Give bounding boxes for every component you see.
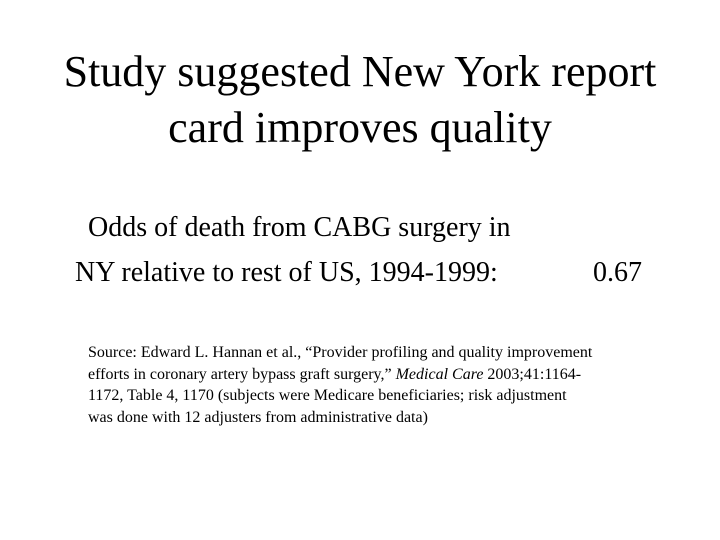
slide-title-line-1: Study suggested New York report — [63, 47, 657, 96]
source-citation-text: efforts in coronary artery bypass graft surgery,” — [88, 365, 396, 383]
journal-title: Medical Care — [395, 365, 484, 383]
source-citation-line-4: was done with 12 adjusters from administrative data) — [88, 408, 428, 426]
odds-statement-line-1: Odds of death from CABG surgery in — [88, 212, 511, 243]
slide-title-line-2: card improves quality — [168, 103, 552, 152]
odds-ratio-value: 0.67 — [593, 257, 642, 288]
source-citation-line-1: Source: Edward L. Hannan et al., “Provider profiling and quality improvement — [88, 344, 593, 361]
source-citation-volume: 2003;41:1164- — [483, 365, 582, 383]
source-citation-line-3: 1172, Table 4, 1170 (subjects were Medicare beneficiaries; risk adjustment — [88, 387, 567, 404]
source-citation — [88, 342, 668, 428]
odds-statement-line-2: NY relative to rest of US, 1994-1999: — [75, 257, 498, 288]
slide-title — [0, 44, 720, 156]
source-citation-line-2 — [88, 364, 668, 386]
